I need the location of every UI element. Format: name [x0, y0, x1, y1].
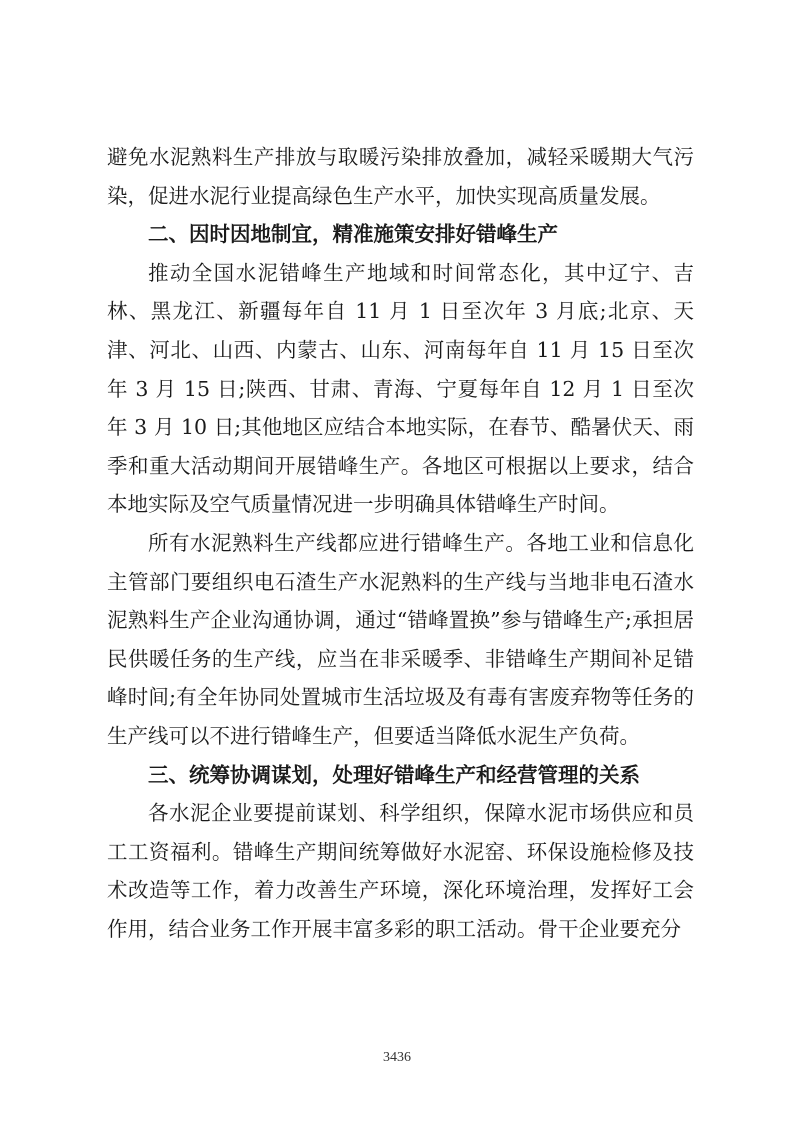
- section-heading-3: 三、统筹协调谋划，处理好错峰生产和经营管理的关系: [148, 762, 640, 787]
- page-number: 3436: [383, 1050, 411, 1065]
- paragraph-continuation: 避免水泥熟料生产排放与取暖污染排放叠加，减轻采暖期大气污染，促进水泥行业提高绿色生产水平，加快实现高质量发展。: [107, 145, 694, 208]
- section-heading-2: 二、因时因地制宜，精准施策安排好错峰生产: [148, 222, 558, 247]
- paragraph-production-lines: 所有水泥熟料生产线都应进行错峰生产。各地工业和信息化主管部门要组织电石渣生产水泥熟料的生产线与当地非电石渣水泥熟料生产企业沟通协调，通过“错峰置换”参与错峰生产;承担居民供暖任务的生产线，应当在非采暖季、非错峰生产期间补足错峰时间;有全年协同处置城市生活垃圾及有毒有害废弃物等任务的生产线可以不进行错峰生产，但要适当降低水泥生产负荷。: [107, 530, 694, 748]
- paragraph-management: 各水泥企业要提前谋划、科学组织，保障水泥市场供应和员工工资福利。错峰生产期间统筹做好水泥窑、环保设施检修及技术改造等工作，着力改善生产环境，深化环境治理，发挥好工会作用，结合业务工作开展丰富多彩的职工活动。骨干企业要充分: [107, 801, 694, 941]
- paragraph-schedule: 推动全国水泥错峰生产地域和时间常态化，其中辽宁、吉林、黑龙江、新疆每年自 11 月 1 日至次年 3 月底;北京、天津、河北、山西、内蒙古、山东、河南每年自 11 月 15 日至次年 3 月 15 日;陕西、甘肃、青海、宁夏每年自 12 月 1 日至次年 3 月 10 日;其他地区应结合本地实际，在春节、酷暑伏天、雨季和重大活动期间开展错峰生产。各地区可根据以上要求，结合本地实际及空气质量情况进一步明确具体错峰生产时间。: [107, 260, 694, 517]
- document-body: [107, 138, 694, 948]
